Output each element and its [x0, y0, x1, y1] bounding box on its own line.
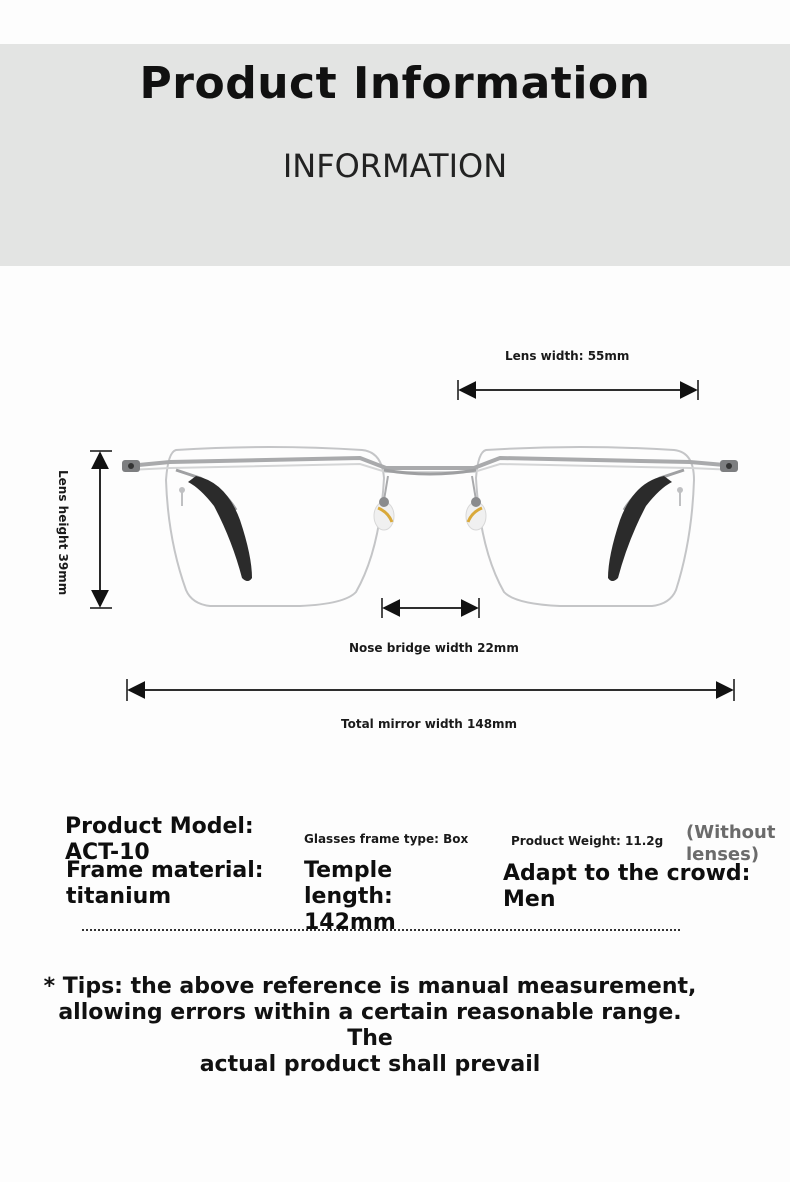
lens-width-arrow — [458, 380, 698, 400]
lens-height-label: Lens height 39mm — [56, 470, 70, 596]
right-lens — [476, 447, 694, 606]
crowd-label: Adapt to the crowd: — [503, 861, 751, 886]
material-label: Frame material: — [66, 858, 264, 883]
total-width-label: Total mirror width 148mm — [341, 717, 518, 731]
page-subtitle: INFORMATION — [282, 147, 508, 185]
frame-type: Glasses frame type: Box — [304, 832, 469, 846]
right-temple — [624, 470, 684, 510]
crowd-value: Men — [503, 887, 556, 912]
brow-bar — [128, 458, 736, 468]
tips-text — [40, 974, 700, 1078]
total-width-arrow — [127, 679, 734, 701]
temple-line2: length: — [304, 884, 393, 909]
left-nose-pad — [374, 497, 394, 530]
model-label: Product Model: — [65, 814, 254, 839]
right-hinge — [720, 460, 738, 472]
lens-height-arrow — [90, 451, 112, 608]
tips-line1: * Tips: the above reference is manual measurement, — [43, 974, 697, 999]
right-temple-tip — [608, 476, 672, 581]
nose-bridge — [384, 470, 476, 474]
material-value: titanium — [66, 884, 172, 909]
left-temple-tip — [188, 476, 252, 581]
tips-line2: allowing errors within a certain reasonable range. The — [58, 1000, 682, 1051]
nose-bridge-arrow — [382, 598, 479, 618]
dotted-divider — [82, 929, 680, 931]
right-nose-pad — [466, 497, 486, 530]
temple-line3: 142mm — [304, 910, 396, 935]
tips-line3: actual product shall prevail — [199, 1052, 541, 1077]
left-lens — [166, 447, 384, 606]
nose-bridge-label: Nose bridge width 22mm — [349, 641, 519, 655]
product-weight: Product Weight: 11.2g — [511, 834, 664, 848]
temple-line1: Temple — [304, 858, 393, 883]
page-title: Product Information — [139, 58, 651, 109]
weight-note-line2: lenses) — [686, 844, 760, 865]
lens-width-label: Lens width: 55mm — [505, 349, 630, 363]
model-value: ACT-10 — [65, 840, 150, 865]
left-hinge — [122, 460, 140, 472]
left-temple — [176, 470, 236, 510]
weight-note-line1: (Without — [686, 822, 776, 843]
